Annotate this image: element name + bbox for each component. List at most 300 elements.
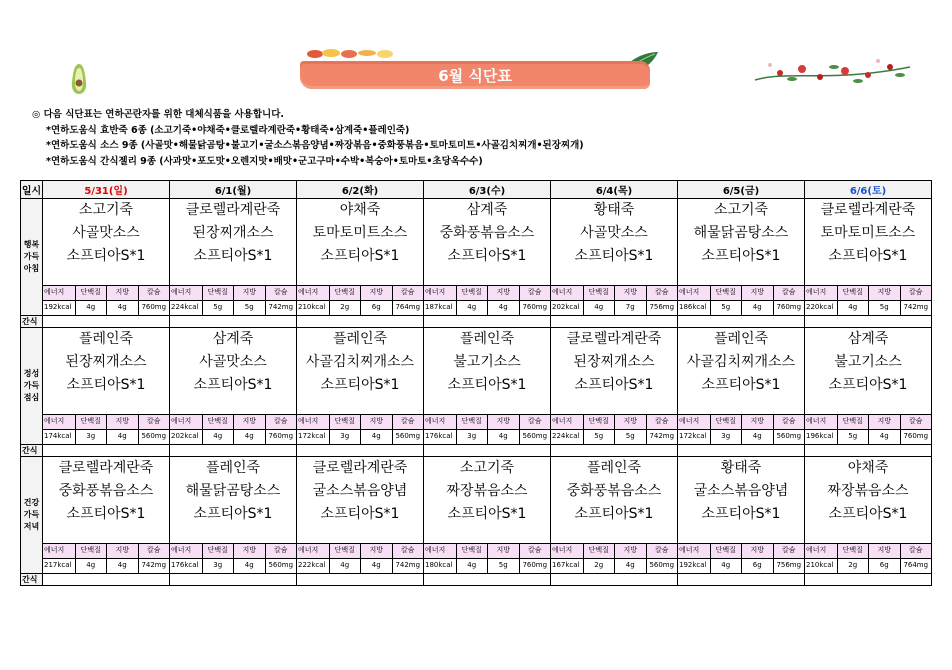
dish-cell (678, 328, 805, 415)
nutrient-label: 칼슘 (900, 544, 932, 558)
notes-lead: ◎ 다음 식단표는 연하곤란자를 위한 대체식품을 사용합니다. (32, 109, 284, 120)
dish-cell (678, 199, 805, 286)
nutrient-label: 지방 (868, 415, 900, 429)
dish-cell (170, 457, 297, 544)
title-banner (300, 55, 650, 95)
dish-item: 삼계죽 (847, 331, 889, 347)
nutrient-label: 칼슘 (773, 286, 805, 300)
nutrient-label: 칼슘 (265, 415, 297, 429)
nutrient-label: 단백질 (202, 415, 234, 429)
dish-item: 야채죽 (339, 202, 381, 218)
dish-item: 해물닭곰탕소스 (185, 483, 281, 499)
nutrient-value: 4g (868, 430, 900, 444)
meal-label-line: 가득 (23, 381, 40, 390)
dish-item: 소프티아S*1 (193, 377, 273, 393)
snack-cell (170, 445, 297, 457)
nutrient-label: 칼슘 (519, 544, 551, 558)
nutrient-label-row (21, 544, 932, 559)
dish-item: 된장찌개소스 (65, 354, 147, 370)
nutrient-value: 196kcal (806, 432, 834, 440)
nutrient-label: 에너지 (679, 417, 700, 425)
dish-item: 클로렐라계란죽 (185, 202, 281, 218)
nutrient-value: 2g (583, 559, 615, 573)
nutrient-label: 에너지 (679, 546, 700, 554)
nutrient-label: 에너지 (171, 546, 192, 554)
nutrient-value: 5g (487, 559, 519, 573)
header-row (21, 181, 932, 199)
snack-cell (551, 445, 678, 457)
dish-item: 야채죽 (847, 460, 889, 476)
dish-cell (297, 328, 424, 415)
nutrient-value: 186kcal (679, 303, 707, 311)
nutrient-value: 172kcal (298, 432, 326, 440)
dish-item: 짜장볶음소스 (446, 483, 528, 499)
nutrient-label: 칼슘 (773, 544, 805, 558)
meal-label-line: 행복 (23, 240, 40, 249)
dish-item: 중화풍볶음소스 (566, 483, 662, 499)
dish-item: 플레인죽 (586, 460, 642, 476)
dish-cell (805, 199, 932, 286)
dish-item: 삼계죽 (466, 202, 508, 218)
nutrient-value: 760mg (900, 430, 932, 444)
dish-item: 사골김치찌개소스 (686, 354, 796, 370)
nutrient-value: 560mg (646, 559, 678, 573)
snack-cell (43, 574, 170, 586)
dish-item: 소고기죽 (713, 202, 769, 218)
nutrient-value: 5g (614, 430, 646, 444)
nutrient-value: 7g (614, 301, 646, 315)
snack-cell (170, 574, 297, 586)
day-header: 6/4(목) (551, 181, 678, 199)
nutrient-label: 지방 (868, 286, 900, 300)
dish-item: 클로렐라계란죽 (566, 331, 662, 347)
dish-item: 불고기소스 (834, 354, 902, 370)
nutrient-label: 에너지 (44, 417, 65, 425)
nutrient-value: 210kcal (298, 303, 326, 311)
nutrient-value: 3g (710, 430, 742, 444)
nutrient-value: 2g (329, 301, 361, 315)
nutrient-label: 단백질 (583, 286, 615, 300)
day-header: 6/6(토) (805, 181, 932, 199)
dish-item: 소프티아S*1 (447, 248, 527, 264)
nutrient-value: 202kcal (552, 303, 580, 311)
meal-label-line: 가득 (23, 510, 40, 519)
nutrient-label: 칼슘 (392, 415, 424, 429)
nutrient-value: 4g (233, 430, 265, 444)
nutrient-value: 3g (75, 430, 107, 444)
dish-item: 소고기죽 (78, 202, 134, 218)
nutrient-label: 칼슘 (900, 286, 932, 300)
dish-cell (43, 457, 170, 544)
nutrient-value: 4g (360, 559, 392, 573)
dish-cell (170, 328, 297, 415)
nutrient-value: 742mg (900, 301, 932, 315)
nutrient-label: 단백질 (710, 286, 742, 300)
dish-item: 소프티아S*1 (447, 506, 527, 522)
nutrient-value: 217kcal (44, 561, 72, 569)
dish-item: 클로렐라계란죽 (58, 460, 154, 476)
nutrient-value: 4g (487, 430, 519, 444)
nutrient-value: 4g (456, 301, 488, 315)
nutrient-value: 742mg (138, 559, 170, 573)
nutrient-label: 단백질 (329, 286, 361, 300)
nutrient-value: 760mg (265, 430, 297, 444)
snack-cell (424, 574, 551, 586)
dish-item: 된장찌개소스 (573, 354, 655, 370)
day-header: 6/1(월) (170, 181, 297, 199)
nutrient-label: 칼슘 (138, 286, 170, 300)
nutrient-label: 지방 (741, 544, 773, 558)
nutrient-label: 단백질 (456, 286, 488, 300)
page-title: 6월 식단표 (438, 67, 512, 85)
nutrient-label: 단백질 (583, 544, 615, 558)
snack-cell (551, 574, 678, 586)
nutrient-value: 4g (75, 559, 107, 573)
nutrient-value: 4g (710, 559, 742, 573)
nutrient-label: 단백질 (837, 415, 869, 429)
nutrient-label: 에너지 (425, 288, 446, 296)
nutrient-value: 4g (487, 301, 519, 315)
dish-item: 소프티아S*1 (320, 506, 400, 522)
dish-cell (805, 328, 932, 415)
day-header: 6/2(화) (297, 181, 424, 199)
nutrient-value: 4g (75, 301, 107, 315)
nutrient-label: 칼슘 (900, 415, 932, 429)
dish-item: 소프티아S*1 (828, 377, 908, 393)
snack-cell (170, 316, 297, 328)
nutrient-value: 5g (233, 301, 265, 315)
snack-cell (424, 445, 551, 457)
nutrient-value: 2g (837, 559, 869, 573)
nutrient-label: 에너지 (552, 546, 573, 554)
nutrient-value: 764mg (900, 559, 932, 573)
nutrient-value: 560mg (773, 430, 805, 444)
meal-label (21, 328, 43, 445)
dish-cell (424, 199, 551, 286)
nutrient-label: 단백질 (202, 544, 234, 558)
meal-label-line: 정성 (23, 369, 40, 378)
nutrient-value: 172kcal (679, 432, 707, 440)
dish-item: 소프티아S*1 (320, 377, 400, 393)
snack-row (21, 574, 932, 586)
nutrient-label: 지방 (360, 544, 392, 558)
nutrient-label: 지방 (741, 286, 773, 300)
dish-item: 소프티아S*1 (701, 377, 781, 393)
dish-item: 플레인죽 (713, 331, 769, 347)
dish-item: 플레인죽 (332, 331, 388, 347)
dish-item: 클로렐라계란죽 (312, 460, 408, 476)
snack-cell (805, 316, 932, 328)
nutrient-value: 176kcal (425, 432, 453, 440)
nutrient-value: 5g (202, 301, 234, 315)
nutrient-value: 202kcal (171, 432, 199, 440)
dish-cell (43, 328, 170, 415)
dish-cell (551, 457, 678, 544)
snack-cell (297, 445, 424, 457)
dish-item: 굴소스볶음양념 (312, 483, 408, 499)
nutrient-label: 지방 (614, 286, 646, 300)
nutrient-label: 칼슘 (646, 286, 678, 300)
snack-cell (297, 574, 424, 586)
nutrient-label: 지방 (487, 415, 519, 429)
nutrient-value: 192kcal (44, 303, 72, 311)
nutrient-label: 단백질 (583, 415, 615, 429)
nutrient-label: 에너지 (298, 288, 319, 296)
nutrient-value: 764mg (392, 301, 424, 315)
nutrient-label: 에너지 (298, 417, 319, 425)
nutrient-value: 760mg (519, 301, 551, 315)
notes-line: *연하도움식 효반죽 6종 (소고기죽•야채죽•클로렐라계란죽•황태죽•삼계죽•플레인죽) (46, 124, 410, 136)
nutrient-label: 지방 (233, 286, 265, 300)
nutrient-value: 6g (360, 301, 392, 315)
nutrient-label: 지방 (360, 415, 392, 429)
nutrient-value: 4g (329, 559, 361, 573)
nutrient-value: 220kcal (806, 303, 834, 311)
nutrient-label: 칼슘 (265, 544, 297, 558)
meal-label-line: 가득 (23, 252, 40, 261)
dish-item: 소프티아S*1 (574, 377, 654, 393)
dish-item: 플레인죽 (205, 460, 261, 476)
dish-item: 토마토미트소스 (312, 225, 408, 241)
notes (32, 107, 584, 169)
dish-cell (297, 457, 424, 544)
nutrient-value: 192kcal (679, 561, 707, 569)
snack-label: 간식 (21, 574, 43, 586)
snack-row (21, 316, 932, 328)
nutrient-label: 에너지 (425, 546, 446, 554)
dish-item: 소프티아S*1 (574, 506, 654, 522)
meal-table (20, 180, 932, 586)
snack-label: 간식 (21, 316, 43, 328)
snack-cell (678, 316, 805, 328)
nutrient-value: 176kcal (171, 561, 199, 569)
dish-cell (424, 457, 551, 544)
dish-item: 플레인죽 (78, 331, 134, 347)
dish-cell (424, 328, 551, 415)
snack-cell (551, 316, 678, 328)
nutrient-value: 4g (614, 559, 646, 573)
nutrient-value: 167kcal (552, 561, 580, 569)
meal-dish-row (21, 199, 932, 286)
nutrient-label: 단백질 (75, 415, 107, 429)
nutrient-label: 칼슘 (138, 544, 170, 558)
dish-item: 사골맛소스 (72, 225, 140, 241)
nutrient-value: 222kcal (298, 561, 326, 569)
nutrient-value: 742mg (646, 430, 678, 444)
meal-label-line: 아침 (23, 264, 40, 273)
nutrient-value: 174kcal (44, 432, 72, 440)
dish-item: 소프티아S*1 (574, 248, 654, 264)
dish-item: 중화풍볶음소스 (58, 483, 154, 499)
nutrient-label: 단백질 (710, 415, 742, 429)
nutrient-label: 지방 (360, 286, 392, 300)
meal-label (21, 457, 43, 574)
avocado-icon (70, 62, 88, 96)
nutrient-value: 224kcal (552, 432, 580, 440)
snack-cell (805, 445, 932, 457)
nutrient-value: 756mg (773, 559, 805, 573)
nutrient-value: 180kcal (425, 561, 453, 569)
nutrient-label: 칼슘 (519, 415, 551, 429)
nutrient-label: 단백질 (456, 544, 488, 558)
nutrient-value: 3g (329, 430, 361, 444)
nutrient-label: 칼슘 (138, 415, 170, 429)
nutrient-label: 에너지 (425, 417, 446, 425)
snack-row (21, 445, 932, 457)
dish-item: 중화풍볶음소스 (439, 225, 535, 241)
nutrient-value: 4g (741, 430, 773, 444)
nutrient-value: 4g (233, 559, 265, 573)
nutrient-value: 6g (868, 559, 900, 573)
nutrient-label: 단백질 (710, 544, 742, 558)
dish-item: 짜장볶음소스 (827, 483, 909, 499)
nutrient-value-row (21, 430, 932, 445)
dish-item: 소프티아S*1 (701, 506, 781, 522)
nutrient-label: 지방 (487, 544, 519, 558)
nutrient-label: 에너지 (44, 288, 65, 296)
nutrient-value: 3g (202, 559, 234, 573)
nutrient-label: 에너지 (806, 417, 827, 425)
nutrient-value: 210kcal (806, 561, 834, 569)
date-header-label: 일시 (21, 181, 43, 199)
dish-item: 소프티아S*1 (66, 377, 146, 393)
nutrient-label: 에너지 (44, 546, 65, 554)
dish-item: 불고기소스 (453, 354, 521, 370)
dish-item: 소프티아S*1 (320, 248, 400, 264)
snack-label: 간식 (21, 445, 43, 457)
nutrient-value: 4g (837, 301, 869, 315)
dish-item: 소프티아S*1 (193, 248, 273, 264)
day-header: 6/3(수) (424, 181, 551, 199)
nutrient-label: 칼슘 (392, 544, 424, 558)
nutrient-label: 칼슘 (265, 286, 297, 300)
day-header: 5/31(일) (43, 181, 170, 199)
nutrient-value: 5g (837, 430, 869, 444)
dish-item: 사골맛소스 (580, 225, 648, 241)
dish-cell (297, 199, 424, 286)
nutrient-value: 4g (106, 559, 138, 573)
nutrient-value: 4g (583, 301, 615, 315)
dish-item: 소프티아S*1 (701, 248, 781, 264)
dish-item: 토마토미트소스 (820, 225, 916, 241)
dish-item: 소프티아S*1 (828, 248, 908, 264)
meal-dish-row (21, 328, 932, 415)
dish-item: 황태죽 (720, 460, 762, 476)
nutrient-value: 4g (456, 559, 488, 573)
dish-cell (170, 199, 297, 286)
snack-cell (297, 316, 424, 328)
nutrient-value-row (21, 301, 932, 316)
dish-item: 삼계죽 (212, 331, 254, 347)
nutrient-value: 760mg (773, 301, 805, 315)
nutrient-label: 에너지 (171, 288, 192, 296)
dish-item: 소프티아S*1 (447, 377, 527, 393)
dish-item: 소프티아S*1 (828, 506, 908, 522)
nutrient-label: 지방 (233, 415, 265, 429)
nutrient-label: 에너지 (679, 288, 700, 296)
dish-item: 된장찌개소스 (192, 225, 274, 241)
snack-cell (678, 574, 805, 586)
nutrient-label: 칼슘 (773, 415, 805, 429)
dish-item: 사골김치찌개소스 (305, 354, 415, 370)
meal-label (21, 199, 43, 316)
nutrient-value: 5g (583, 430, 615, 444)
nutrient-value: 5g (868, 301, 900, 315)
nutrient-label: 칼슘 (392, 286, 424, 300)
nutrient-value: 4g (360, 430, 392, 444)
nutrient-label: 에너지 (552, 417, 573, 425)
nutrient-label: 단백질 (837, 544, 869, 558)
nutrient-value-row (21, 559, 932, 574)
day-header: 6/5(금) (678, 181, 805, 199)
nutrient-label: 지방 (614, 415, 646, 429)
nutrient-value: 742mg (265, 301, 297, 315)
nutrient-value: 742mg (392, 559, 424, 573)
nutrient-label: 칼슘 (519, 286, 551, 300)
nutrient-value: 756mg (646, 301, 678, 315)
nutrient-value: 4g (741, 301, 773, 315)
dish-cell (805, 457, 932, 544)
meal-label-line: 건강 (23, 498, 40, 507)
dish-cell (551, 328, 678, 415)
nutrient-label: 지방 (106, 415, 138, 429)
snack-cell (424, 316, 551, 328)
snack-cell (805, 574, 932, 586)
dish-item: 소프티아S*1 (193, 506, 273, 522)
nutrient-value: 760mg (519, 559, 551, 573)
nutrient-value: 4g (202, 430, 234, 444)
nutrient-label: 지방 (487, 286, 519, 300)
nutrient-label: 에너지 (806, 288, 827, 296)
nutrient-value: 187kcal (425, 303, 453, 311)
dish-cell (551, 199, 678, 286)
nutrient-label-row (21, 415, 932, 430)
nutrient-label: 칼슘 (646, 544, 678, 558)
dish-item: 소프티아S*1 (66, 248, 146, 264)
dish-item: 해물닭곰탕소스 (693, 225, 789, 241)
nutrient-value: 560mg (519, 430, 551, 444)
nutrient-label: 단백질 (202, 286, 234, 300)
dish-item: 사골맛소스 (199, 354, 267, 370)
nutrient-label: 단백질 (75, 286, 107, 300)
nutrient-label: 에너지 (806, 546, 827, 554)
nutrient-label: 단백질 (329, 544, 361, 558)
notes-line: *연하도움식 소스 9종 (사골맛•해물닭곰탕•불고기•굴소스볶음양념•짜장볶음•중화풍볶음•토마토미트•사골김치찌개•된장찌개) (46, 140, 584, 151)
nutrient-label: 단백질 (329, 415, 361, 429)
dish-item: 플레인죽 (459, 331, 515, 347)
nutrient-value: 224kcal (171, 303, 199, 311)
nutrient-value: 760mg (138, 301, 170, 315)
nutrient-value: 560mg (138, 430, 170, 444)
nutrient-label: 단백질 (75, 544, 107, 558)
nutrient-label: 지방 (233, 544, 265, 558)
nutrient-label: 에너지 (298, 546, 319, 554)
nutrient-label-row (21, 286, 932, 301)
nutrient-value: 4g (106, 301, 138, 315)
meal-dish-row (21, 457, 932, 544)
floral-decoration-icon (750, 55, 915, 90)
nutrient-label: 에너지 (171, 417, 192, 425)
nutrient-value: 3g (456, 430, 488, 444)
dish-cell (678, 457, 805, 544)
nutrient-label: 지방 (106, 544, 138, 558)
meal-label-line: 저녁 (23, 522, 40, 531)
nutrient-value: 560mg (392, 430, 424, 444)
nutrient-label: 지방 (741, 415, 773, 429)
dish-item: 소고기죽 (459, 460, 515, 476)
snack-cell (678, 445, 805, 457)
nutrient-label: 에너지 (552, 288, 573, 296)
